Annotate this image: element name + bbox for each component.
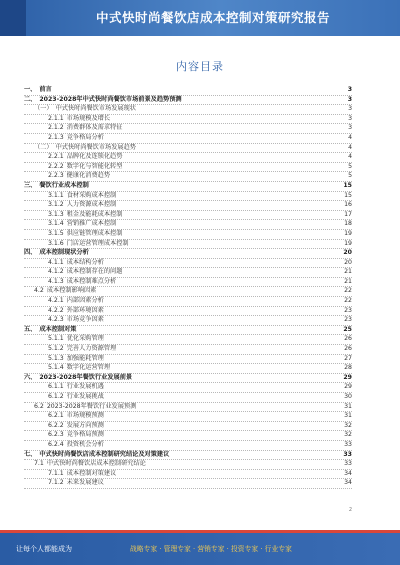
toc-entry[interactable] [24,431,352,441]
toc-entry-title: 加强能耗管理 [66,354,104,362]
toc-entry-number: 7.1.1 [48,469,64,477]
toc-entry-title: 发展方向预测 [66,421,104,429]
toc-entry-page: 31 [344,402,352,410]
toc-entry[interactable] [24,355,352,365]
toc-entry-page: 33 [344,460,352,468]
header-accent-stripe [0,0,26,36]
toc-entry-title: 门店运营管理成本控制 [66,239,129,247]
toc-entry-number: 6.1.1 [48,383,64,391]
toc-entry-page: 3 [348,105,352,113]
toc-entry-number: 2.2.3 [48,172,64,180]
toc-entry[interactable] [24,412,352,422]
toc-entry-page: 27 [344,354,352,362]
toc-entry-page: 34 [344,479,352,487]
toc-entry-title: 2023-2028年中式快时尚餐饮市场前景及趋势预测 [39,95,182,103]
footer-slogan: 让每个人都能成为 [16,545,72,553]
toc-entry-number: 4.1.3 [48,277,64,285]
toc-entry[interactable] [24,105,352,115]
toc-entry-page: 33 [343,450,352,458]
toc-entry-number: 2.2.2 [48,162,64,170]
toc-entry-page: 23 [344,316,352,324]
toc-entry-page: 30 [344,393,352,400]
toc-entry[interactable] [24,441,352,451]
toc-entry-title: 营销推广成本控制 [66,220,117,228]
toc-entry[interactable] [24,422,352,432]
toc-entry-number: 七、 [24,450,37,458]
toc-entry-number: （二） [34,143,53,151]
toc-entry-page: 16 [344,201,352,209]
toc-entry-number: 7.1 [34,460,44,468]
toc-entry-number: 4.1.1 [48,258,64,266]
toc-entry-title: 中式快时尚餐饮店成本控制研究结论及对策建议 [39,450,170,458]
toc-entry[interactable] [24,364,352,374]
toc-entry-page: 19 [344,239,352,247]
toc-entry-number: 3.1.5 [48,229,64,237]
toc-entry-title: 食材采购成本控制 [66,191,117,199]
toc-entry-page: 23 [344,306,352,314]
toc-entry-page: 22 [344,297,352,305]
toc-entry-page: 25 [343,325,352,333]
toc-entry-title: 前言 [39,86,52,93]
toc-entry-page: 3 [348,124,352,132]
toc-entry-number: 2.1.3 [48,133,64,141]
toc-entry-page: 5 [348,162,352,170]
toc-entry[interactable] [24,96,352,106]
toc-entry-number: 6.2.2 [48,421,64,429]
toc-entry-page: 3 [348,114,352,122]
toc-entry[interactable] [24,345,352,355]
toc-entry-title: 市场规模及增长 [66,114,111,122]
toc-entry-page: 19 [344,229,352,237]
toc-entry-page: 3 [347,95,352,103]
toc-entry-number: 6.2.1 [48,412,64,420]
toc-entry[interactable] [24,240,352,250]
toc-entry-page: 33 [344,440,352,448]
toc-entry-title: 人力资源成本控制 [66,201,117,209]
toc-entry[interactable] [24,182,352,192]
toc-entry[interactable] [24,134,352,144]
toc-entry[interactable] [24,230,352,240]
toc-entry-number: 6.2 [34,402,44,410]
toc-entry-title: 外部环境因素 [66,306,104,314]
toc-entry-number: 四、 [24,249,37,257]
toc-entry[interactable] [24,259,352,269]
toc-entry[interactable] [24,172,352,182]
toc-entry-title: 竞争格局预测 [66,431,104,439]
toc-entry-title: 成本控制存在的问题 [66,268,123,276]
toc-entry-number: 3.1.2 [48,201,64,209]
report-title: 中式快时尚餐饮店成本控制对策研究报告 [95,10,330,25]
toc-entry[interactable] [24,153,352,163]
table-of-contents [24,86,352,489]
toc-entry-title: 未来发展建议 [66,479,104,487]
toc-entry-page: 29 [343,373,352,381]
toc-entry[interactable] [24,383,352,393]
toc-entry-page: 3 [347,86,352,93]
toc-entry-number: 5.1.1 [48,335,64,343]
toc-entry-page: 15 [343,181,352,189]
toc-entry-number: 一、 [24,86,37,93]
toc-entry-number: 2.2.1 [48,153,64,161]
toc-entry-title: 消费群体及需求特征 [66,124,123,132]
toc-entry-page: 28 [344,364,352,372]
toc-entry-number: 6.1.2 [48,393,64,400]
toc-entry[interactable] [24,220,352,230]
toc-entry-title: 成本控制难点分析 [66,277,117,285]
toc-entry-title: 完善人力资源管理 [66,345,117,353]
toc-entry-title: 内部因素分析 [66,297,104,305]
toc-entry[interactable] [24,451,352,461]
toc-entry[interactable] [24,192,352,202]
toc-entry[interactable] [24,479,352,489]
toc-entry[interactable] [24,287,352,297]
toc-entry-page: 26 [344,345,352,353]
toc-entry-number: 二、 [24,95,37,103]
toc-entry[interactable] [24,211,352,221]
toc-entry-number: （一） [34,105,53,113]
toc-entry-number: 六、 [24,373,37,381]
toc-entry-number: 6.2.3 [48,431,64,439]
toc-entry-title: 中式快时尚餐饮市场发展现状 [55,105,136,113]
toc-entry-number: 6.2.4 [48,440,64,448]
toc-entry-title: 行业发展机遇 [66,383,104,391]
toc-entry-number: 7.1.2 [48,479,64,487]
toc-entry-number: 4.2.2 [48,306,64,314]
toc-entry-page: 4 [348,143,352,151]
page-number: 2 [348,507,352,513]
toc-entry-title: 成本控制影响因素 [46,287,97,295]
toc-entry-title: 餐饮行业成本控制 [39,181,89,189]
toc-entry-page: 31 [344,412,352,420]
toc-entry-title: 品牌化及连锁化趋势 [66,153,123,161]
toc-entry-page: 20 [343,249,352,257]
toc-entry-page: 4 [348,133,352,141]
toc-entry[interactable] [24,115,352,125]
toc-entry-page: 21 [344,277,352,285]
toc-entry[interactable] [24,144,352,154]
toc-entry-number: 4.1.2 [48,268,64,276]
toc-entry-page: 20 [344,258,352,266]
toc-entry-number: 5.1.2 [48,345,64,353]
toc-entry-number: 2.1.2 [48,124,64,132]
toc-entry-page: 34 [344,469,352,477]
toc-entry-number: 3.1.4 [48,220,64,228]
toc-entry-number: 2.1.1 [48,114,64,122]
toc-entry[interactable] [24,124,352,134]
toc-entry-title: 成本控制对策 [39,325,77,333]
toc-entry-title: 市场规模预测 [66,412,104,420]
toc-entry-page: 21 [344,268,352,276]
toc-entry[interactable] [24,307,352,317]
toc-entry[interactable] [24,374,352,384]
toc-entry-title: 投资机会分析 [66,440,104,448]
toc-entry[interactable] [24,403,352,413]
toc-entry-page: 22 [344,287,352,295]
toc-entry-page: 18 [344,220,352,228]
toc-entry-number: 5.1.3 [48,354,64,362]
toc-entry[interactable] [24,335,352,345]
toc-entry-number: 5.1.4 [48,364,64,372]
toc-entry-number: 3.1.6 [48,239,64,247]
toc-entry-title: 2023-2028年餐饮行业发展预测 [46,402,137,410]
toc-entry[interactable] [24,470,352,480]
toc-entry-title: 数字化与智能化转型 [66,162,123,170]
toc-entry[interactable] [24,393,352,403]
toc-entry-title: 成本控制现状分析 [39,249,89,257]
toc-entry[interactable] [24,460,352,470]
toc-entry[interactable] [24,86,352,96]
toc-entry-number: 五、 [24,325,37,333]
toc-entry-title: 供应链管理成本控制 [66,229,123,237]
toc-entry-page: 26 [344,335,352,343]
toc-entry-page: 32 [344,421,352,429]
toc-entry-title: 租金及能耗成本控制 [66,210,123,218]
toc-entry-title: 成本结构分析 [66,258,104,266]
toc-entry-page: 32 [344,431,352,439]
toc-entry[interactable] [24,316,352,326]
toc-entry-number: 3.1.3 [48,210,64,218]
toc-entry-page: 29 [344,383,352,391]
toc-entry-title: 优化采购管理 [66,335,104,343]
toc-entry-title: 竞争格局分析 [66,133,104,141]
toc-entry-page: 4 [348,153,352,161]
toc-entry-page: 15 [344,191,352,199]
toc-heading: 内容目录 [176,60,224,73]
toc-entry-title: 行业发展挑战 [66,393,104,400]
toc-entry-number: 三、 [24,181,37,189]
report-footer [0,530,400,565]
toc-entry[interactable] [24,163,352,173]
toc-entry-title: 数字化运营管理 [66,364,111,372]
toc-entry[interactable] [24,268,352,278]
toc-entry-title: 中式快时尚餐饮店成本控制研究结论 [46,460,146,468]
toc-entry-title: 健康化消费趋势 [66,172,111,180]
report-header [0,0,400,36]
toc-entry-title: 市场竞争因素 [66,316,104,324]
toc-entry-number: 4.2 [34,287,44,295]
toc-entry-number: 4.2.3 [48,316,64,324]
toc-entry[interactable] [24,326,352,336]
toc-entry-number: 4.2.1 [48,297,64,305]
toc-entry-title: 2023-2028年餐饮行业发展前景 [39,373,133,381]
footer-services: 战略专家 · 管理专家 · 营销专家 · 投资专家 · 行业专家 [130,545,292,553]
toc-entry-number: 3.1.1 [48,191,64,199]
toc-entry-title: 成本控制对策建议 [66,469,117,477]
toc-entry[interactable] [24,249,352,259]
toc-entry-page: 5 [348,172,352,180]
toc-entry-page: 17 [344,210,352,218]
toc-entry-title: 中式快时尚餐饮市场发展趋势 [55,143,136,151]
toc-entry[interactable] [24,297,352,307]
toc-entry[interactable] [24,201,352,211]
